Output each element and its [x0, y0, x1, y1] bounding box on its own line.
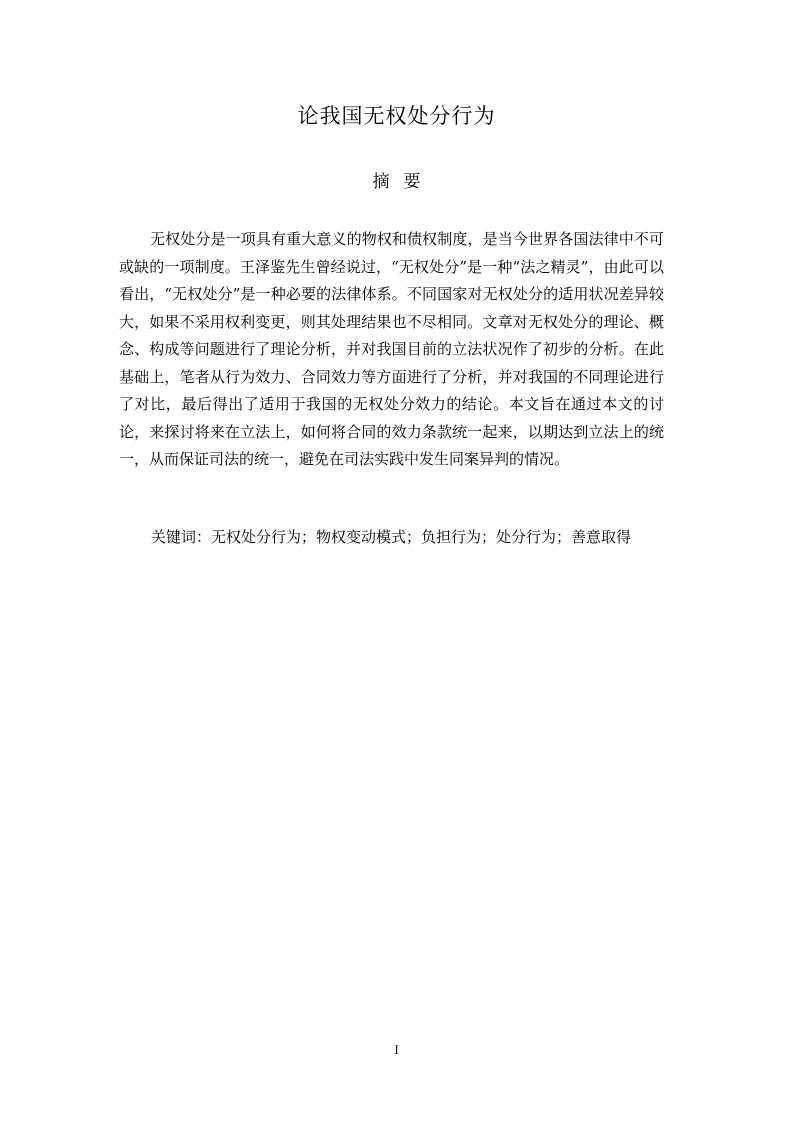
abstract-paragraph: 无权处分是一项具有重大意义的物权和债权制度，是当今世界各国法律中不可或缺的一项制度。王泽鉴先生曾经说过，“无权处分”是一种“法之精灵”，由此可以看出，“无权处分”是一种必要的法律体系。不同国家对无权处分的适用状况差异较大，如果不采用权利变更，则其处理结果也不尽相同。文章对无权处分的理论、概念、构成等问题进行了理论分析，并对我国目前的立法状况作了初步的分析。在此基础上，笔者从行为效力、合同效力等方面进行了分析，并对我国的不同理论进行了对比，最后得出了适用于我国的无权处分效力的结论。本文旨在通过本文的讨论，来探讨将来在立法上，如何将合同的效力条款统一起来，以期达到立法上的统一，从而保证司法的统一，避免在司法实践中发生同案异判的情况。: [119, 230, 664, 468]
keywords-list: 无权处分行为；物权变动模式；负担行为；处分行为；善意取得: [211, 528, 632, 546]
document-title: 论我国无权处分行为: [297, 104, 496, 128]
keywords-line: [151, 526, 671, 548]
abstract-heading: 摘要: [372, 172, 435, 192]
page-number: I: [394, 1042, 399, 1057]
keywords-label: 关键词：: [151, 528, 212, 546]
